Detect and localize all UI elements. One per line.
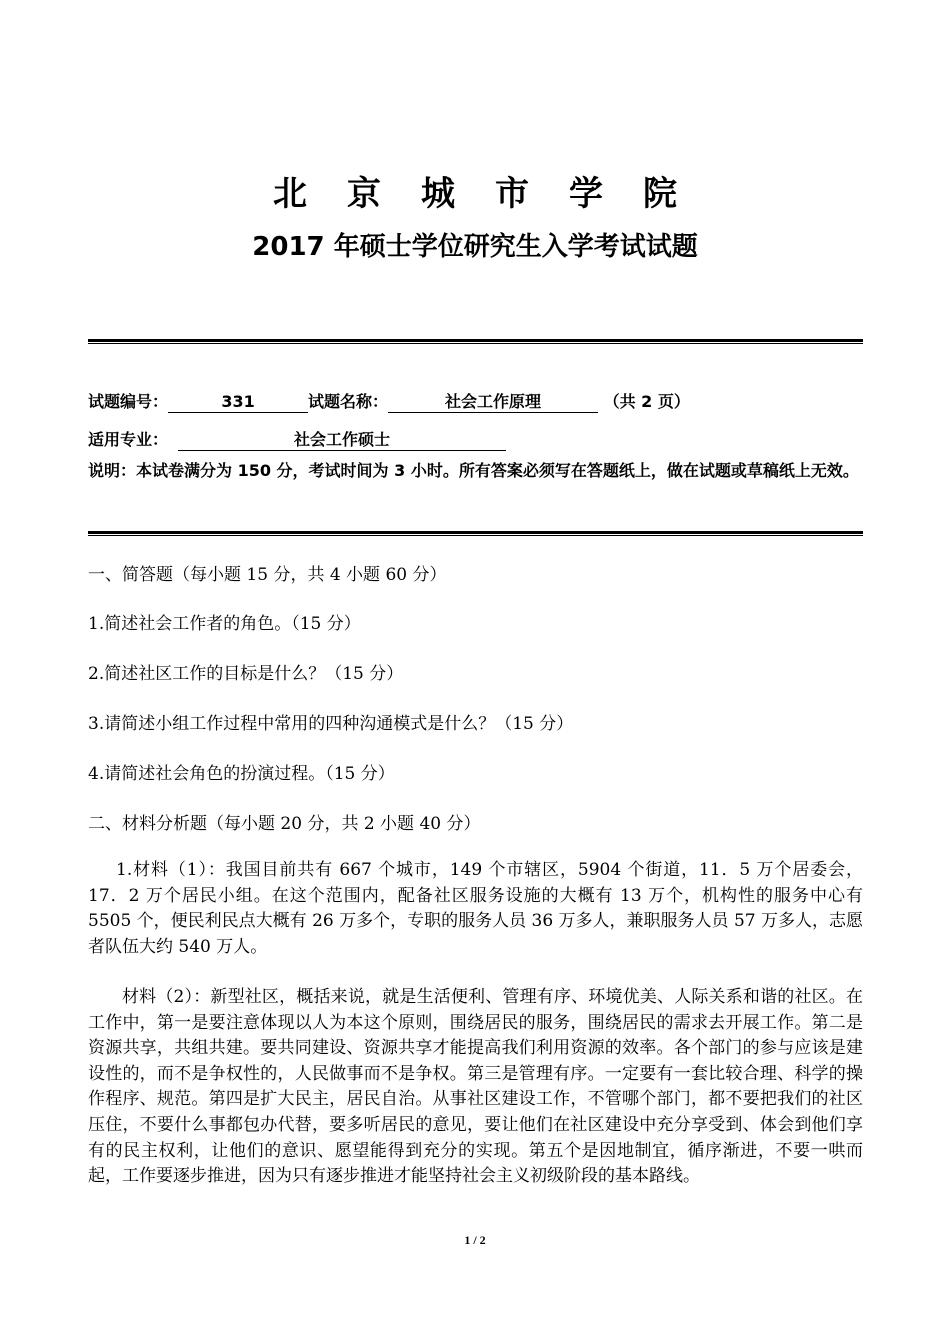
section-1-heading: 一、简答题（每小题 15 分，共 4 小题 60 分） — [88, 565, 447, 585]
section-2-heading: 二、材料分析题（每小题 20 分，共 2 小题 40 分） — [88, 814, 481, 834]
question-3: 3.请简述小组工作过程中常用的四种沟通模式是什么？（15 分） — [88, 714, 574, 734]
material-1: 1.材料（1）：我国目前共有 667 个城市，149 个市辖区，5904 个街道，11．5 万个居委会，17．2 万个居民小组。在这个范围内，配备社区服务设施的大概有 13 万个，机构性的服务中心有 5505 个，便民利民点大概有 26 万多个，专职的服务人员 36 万多人，兼职服务人员 57 万多人，志愿者队伍大约 540 万人。 — [88, 860, 863, 957]
exam-code-row — [88, 389, 690, 413]
page-count: （共 2 页） — [603, 392, 690, 411]
question-1: 1.简述社会工作者的角色。（15 分） — [88, 614, 361, 634]
major-label: 适用专业： — [88, 430, 169, 449]
name-label: 试题名称： — [308, 392, 389, 411]
exam-title: 2017 年硕士学位研究生入学考试试题 — [252, 232, 698, 262]
code-value: 331 — [168, 392, 308, 413]
major-value: 社会工作硕士 — [178, 430, 506, 451]
name-value: 社会工作原理 — [388, 392, 598, 413]
school-name: 北京城市学院 — [273, 174, 717, 214]
major-row — [88, 427, 506, 451]
material-2: 材料（2）：新型社区，概括来说，就是生活便利、管理有序、环境优美、人际关系和谐的社区。在工作中，第一是要注意体现以人为本这个原则，围绕居民的服务，围绕居民的需求去开展工作。第二是资源共享，共组共建。要共同建设、资源共享才能提高我们利用资源的效率。各个部门的参与应该是建设性的，而不是争权性的，人民做事而不是争权。第三是管理有序。一定要有一套比较合理、科学的操作程序、规范。第四是扩大民主，居民自治。从事社区建设工作，不管哪个部门，都不要把我们的社区压住，不要什么事都包办代替，要多听居民的意见，要让他们在社区建设中充分享受到、体会到他们享有的民主权利，让他们的意识、愿望能得到充分的实现。第五个是因地制宜，循序渐进，不要一哄而起，工作要逐步推进，因为只有逐步推进才能坚持社会主义初级阶段的基本路线。 — [88, 987, 863, 1187]
exam-note: 说明：本试卷满分为 150 分，考试时间为 3 小时。所有答案必须写在答题纸上，做在试题或草稿纸上无效。 — [88, 461, 859, 480]
top-divider — [88, 339, 863, 344]
page-number: 1 / 2 — [464, 1233, 486, 1247]
bottom-divider — [88, 531, 863, 536]
code-label: 试题编号： — [88, 392, 169, 411]
question-4: 4.请简述社会角色的扮演过程。（15 分） — [88, 764, 395, 784]
question-2: 2.简述社区工作的目标是什么？（15 分） — [88, 664, 404, 684]
